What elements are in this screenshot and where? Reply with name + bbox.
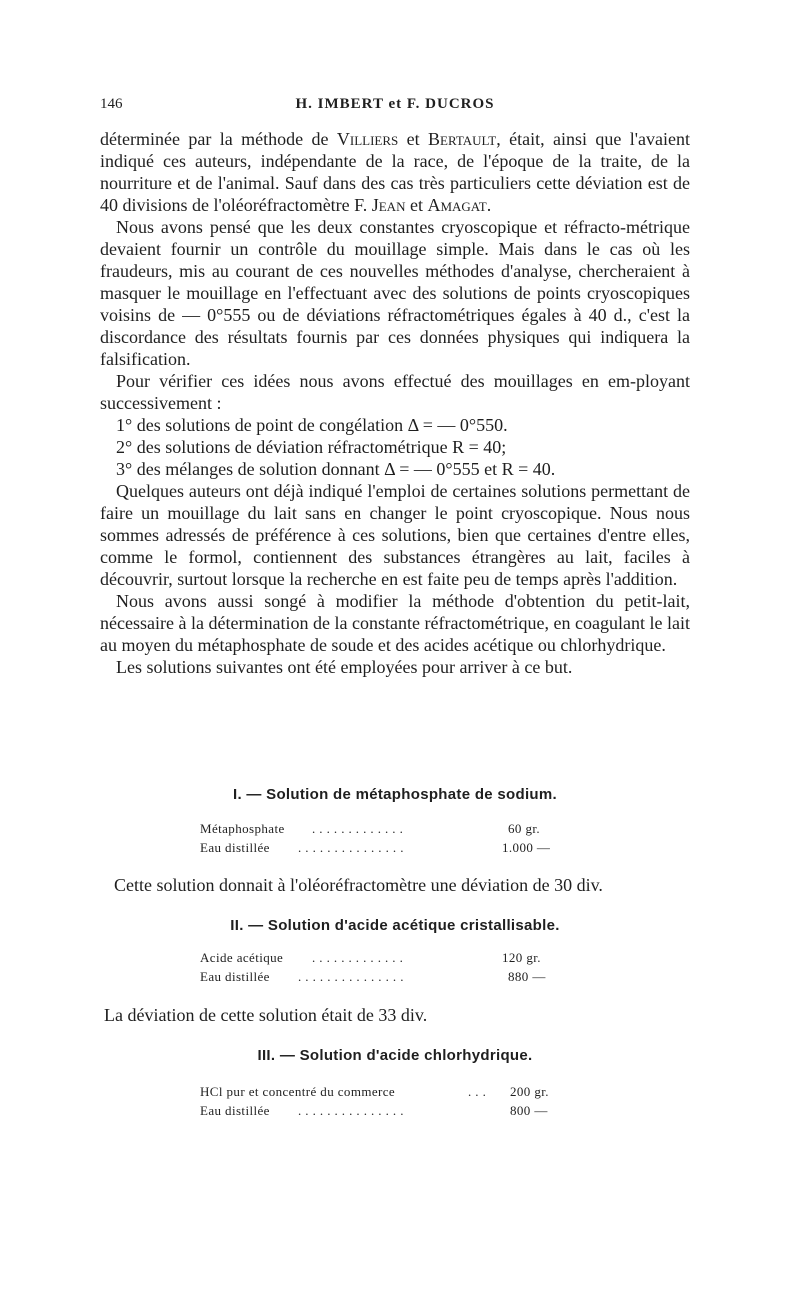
recipe-row	[200, 820, 600, 839]
paragraph-4: Quelques auteurs ont déjà indiqué l'emploi de certaines solutions permettant de faire un mouillage du lait sans en changer le point cryoscopique. Nous nous sommes adressés de préférence à ces solutions, bien que certaines d'entre elles, comme le formol, contiennent des substances étrangères au lait, faciles à découvrir, surtout lorsque la recherche en est faite peu de temps après l'addition.	[100, 481, 690, 589]
leader-dots: . . . . . . . . . . . . . . .	[298, 1103, 404, 1118]
body-text	[100, 128, 690, 678]
paragraph-2: Nous avons pensé que les deux constantes cryoscopique et réfracto-métrique devaient fournir un contrôle du mouillage simple. Mais dans le cas où les fraudeurs, mis au courant de ces nouvelles méthodes d'analyse, chercheraient à masquer le mouillage en l'effectuant avec des solutions de points cryoscopiques voisins de — 0°555 ou de déviations réfractométriques égales à 40 d., c'est la discordance des résultats fournis par ces données physiques qui indiquera la falsification.	[100, 217, 690, 369]
ingredient-name: Eau distillée	[200, 969, 270, 984]
leader-dots: . . . . . . . . . . . . .	[312, 821, 404, 836]
leader-dots: . . . . . . . . . . . . .	[312, 950, 404, 965]
ingredient-name: Acide acétique	[200, 950, 284, 965]
recipe-row	[200, 839, 600, 858]
paragraph-1: déterminée par la méthode de Villiers et Bertault, était, ainsi que l'avaient indiqué ces auteurs, indépendante de la race, de l'époque de la traite, de la nourriture et de l'animal. Sauf dans des cas très particuliers cette déviation est de 40 divisions de l'oléoréfractomètre F. Jean et Amagat.	[100, 129, 690, 215]
page-header	[100, 96, 690, 116]
leader-dots: . . .	[468, 1084, 487, 1099]
list-item: 3° des mélanges de solution donnant Δ = — 0°555 et R = 40.	[116, 459, 556, 479]
ingredient-name: Eau distillée	[200, 840, 270, 855]
recipe-table-1	[200, 820, 600, 858]
recipe-row	[200, 949, 600, 968]
ingredient-quantity: 60 gr.	[508, 821, 541, 836]
ingredient-quantity: 120 gr.	[502, 950, 541, 965]
section-title-1: I. — Solution de métaphosphate de sodium.	[233, 786, 557, 803]
paragraph-6: Les solutions suivantes ont été employées pour arriver à ce but.	[116, 657, 573, 677]
author-villiers: Villiers	[336, 129, 399, 149]
ingredient-quantity: 800 —	[510, 1103, 548, 1118]
ingredient-name: HCl pur et concentré du commerce	[200, 1084, 396, 1099]
ingredient-name: Eau distillée	[200, 1103, 270, 1118]
ingredient-name: Métaphosphate	[200, 821, 285, 836]
ingredient-quantity: 200 gr.	[510, 1084, 549, 1099]
paragraph-3: Pour vérifier ces idées nous avons effectué des mouillages en em-ployant successivement :	[100, 371, 690, 413]
ingredient-quantity: 1.000 —	[502, 840, 551, 855]
leader-dots: . . . . . . . . . . . . . . .	[298, 969, 404, 984]
recipe-table-3	[200, 1083, 600, 1121]
section-result-1: Cette solution donnait à l'oléoréfractomètre une déviation de 30 div.	[114, 875, 603, 895]
paragraph-5: Nous avons aussi songé à modifier la méthode d'obtention du petit-lait, nécessaire à la détermination de la constante réfractométrique, en coagulant le lait au moyen du métaphosphate de soude et des acides acétique ou chlorhydrique.	[100, 591, 690, 655]
recipe-row	[200, 1102, 600, 1121]
section-title-3: III. — Solution d'acide chlorhydrique.	[257, 1047, 533, 1064]
recipe-row	[200, 968, 600, 987]
leader-dots: . . . . . . . . . . . . . . .	[298, 840, 404, 855]
recipe-table-2	[200, 949, 600, 987]
author-amagat: Amagat	[427, 195, 487, 215]
list-item: 1° des solutions de point de congélation Δ = — 0°550.	[116, 415, 508, 435]
author-bertault: Bertault	[428, 129, 497, 149]
author-jean: Jean	[371, 195, 406, 215]
section-result-2: La déviation de cette solution était de 33 div.	[104, 1005, 428, 1025]
page-number: 146	[100, 96, 123, 112]
section-title-2: II. — Solution d'acide acétique cristallisable.	[230, 917, 560, 934]
list-item: 2° des solutions de déviation réfractométrique R = 40;	[116, 437, 507, 457]
running-head: H. IMBERT et F. DUCROS	[295, 96, 495, 112]
recipe-row	[200, 1083, 600, 1102]
ingredient-quantity: 880 —	[508, 969, 546, 984]
